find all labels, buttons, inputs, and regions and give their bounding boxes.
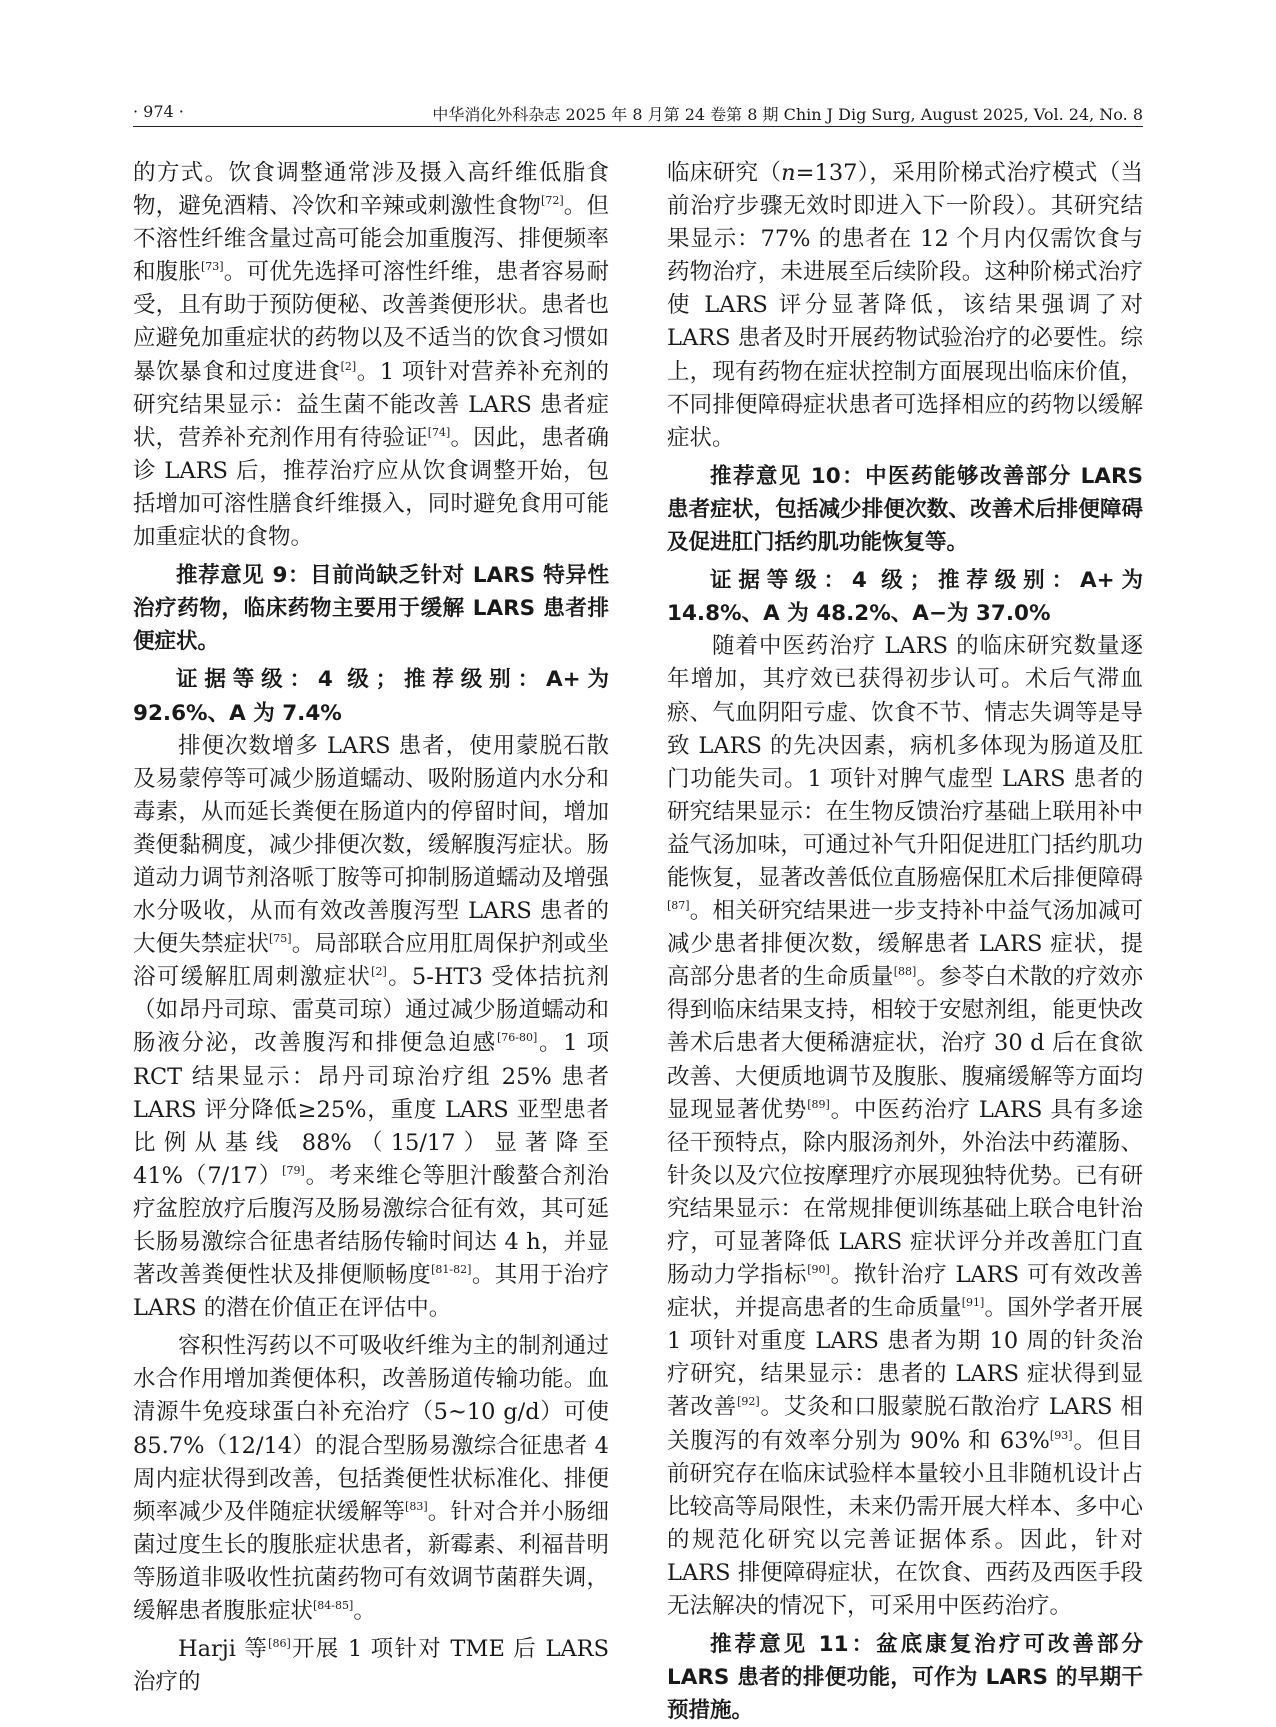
citation-ref[interactable]: [72] bbox=[541, 194, 564, 208]
paragraph-stepwise: 临床研究（n=137），采用阶梯式治疗模式（当前治疗步骤无效时即进入下一阶段）。其研究结果显示：77% 的患者在 12 个月内仅需饮食与药物治疗，未进展至后续阶段。这种阶梯式治疗使 LARS 评分显著降低，该结果强调了对 LARS 患者及时开展药物试验治疗的必要性。综上，现有药物在症状控制方面展现出临床价值，不同排便障碍症状患者可选择相应的药物以缓解症状。 bbox=[667, 160, 1143, 451]
citation-ref[interactable]: [92] bbox=[737, 1395, 760, 1409]
paragraph-drugs: 排便次数增多 LARS 患者，使用蒙脱石散及易蒙停等可减少肠道蠕动、吸附肠道内水分和毒素，从而延长粪便在肠道内的停留时间，增加粪便黏稠度，减少排便次数，缓解腹泻症状。肠道动力调节剂洛哌丁胺等可抑制肠道蠕动及增强水分吸收，从而有效改善腹泻型 LARS 患者的大便失禁症状[75]。局部联合应用肛周保护剂或坐浴可缓解肛周刺激症状[2]。5-HT3 受体拮抗剂（如昂丹司琼、雷莫司琼）通过减少肠道蠕动和肠液分泌，改善腹泻和排便急迫感[76-80]。1 项 RCT 结果显示：昂丹司琼治疗组 25% 患者 LARS 评分降低≥25%，重度 LARS 亚型患者比例从基线 88%（15/17）显著降至 41%（7/17）[79]。考来维仑等胆汁酸螯合剂治疗盆腔放疗后腹泻及肠易激综合征有效，其可延长肠易激综合征患者结肠传输时间达 4 h，并显著改善粪便性状及排便顺畅度[81-82]。其用于治疗 LARS 的潜在价值正在评估中。 bbox=[133, 732, 609, 1322]
evidence-level-9: 证据等级：4 级；推荐级别：A+为 92.6%、A 为 7.4% bbox=[133, 667, 609, 726]
citation-ref[interactable]: [91] bbox=[961, 1296, 985, 1310]
citation-ref[interactable]: [93] bbox=[1049, 1428, 1073, 1442]
evidence-level-10: 证据等级：4 级；推荐级别：A+为 14.8%、A 为 48.2%、A−为 37.0% bbox=[667, 568, 1143, 627]
citation-ref[interactable]: [84-85] bbox=[313, 1599, 354, 1613]
citation-ref[interactable]: [86] bbox=[268, 1637, 291, 1651]
recommendation-11: 推荐意见 11：盆底康复治疗可改善部分 LARS 患者的排便功能，可作为 LARS 的早期干预措施。 bbox=[667, 1632, 1143, 1724]
citation-ref[interactable]: [73] bbox=[201, 260, 224, 274]
citation-ref[interactable]: [81-82] bbox=[431, 1263, 472, 1277]
citation-ref[interactable]: [76-80] bbox=[496, 1031, 538, 1045]
running-header bbox=[133, 100, 1143, 127]
citation-ref[interactable]: [75] bbox=[269, 932, 292, 946]
paragraph-harji: Harji 等[86]开展 1 项针对 TME 后 LARS 治疗的 bbox=[133, 1636, 610, 1696]
citation-ref[interactable]: [89] bbox=[807, 1097, 830, 1111]
citation-ref[interactable]: [90] bbox=[807, 1263, 830, 1277]
right-column bbox=[667, 157, 1143, 1727]
page-number: · 974 · bbox=[133, 102, 184, 121]
paragraph-laxatives: 容积性泻药以不可吸收纤维为主的制剂通过水合作用增加粪便体积，改善肠道传输功能。血清源牛免疫球蛋白补充治疗（5~10 g/d）可使 85.7%（12/14）的混合型肠易激综合征患者 4 周内症状得到改善，包括粪便性状标准化、排便频率减少及伴随症状缓解等[83]。针对合并小肠细菌过度生长的腹胀症状患者，新霉素、利福昔明等肠道非吸收性抗菌药物可有效调节菌群失调，缓解患者腹胀症状[84-85]。 bbox=[133, 1333, 609, 1625]
journal-citation: 中华消化外科杂志 2025 年 8 月第 24 卷第 8 期 Chin J Dig Surg, August 2025, Vol. 24, No. 8 bbox=[432, 105, 1143, 124]
citation-ref[interactable]: [74] bbox=[427, 425, 451, 439]
paragraph-diet: 的方式。饮食调整通常涉及摄入高纤维低脂食物，避免酒精、冷饮和辛辣或刺激性食物[72]。但不溶性纤维含量过高可能会加重腹泻、排便频率和腹胀[73]。可优先选择可溶性纤维，患者容易耐受，且有助于预防便秘、改善粪便形状。患者也应避免加重症状的药物以及不适当的饮食习惯如暴饮暴食和过度进食[2]。1 项针对营养补充剂的研究结果显示：益生菌不能改善 LARS 患者症状，营养补充剂作用有待验证[74]。因此，患者确诊 LARS 后，推荐治疗应从饮食调整开始，包括增加可溶性膳食纤维摄入，同时避免食用可能加重症状的食物。 bbox=[133, 160, 609, 551]
left-column bbox=[133, 157, 609, 1699]
citation-ref[interactable]: [88] bbox=[893, 965, 917, 979]
recommendation-9: 推荐意见 9：目前尚缺乏针对 LARS 特异性治疗药物，临床药物主要用于缓解 LARS 患者排便症状。 bbox=[133, 563, 609, 655]
recommendation-10: 推荐意见 10：中医药能够改善部分 LARS 患者症状，包括减少排便次数、改善术后排便障碍及促进肛门括约肌功能恢复等。 bbox=[667, 463, 1143, 556]
citation-ref[interactable]: [79] bbox=[282, 1163, 305, 1177]
citation-ref[interactable]: [83] bbox=[405, 1499, 428, 1513]
citation-ref[interactable]: [2] bbox=[340, 359, 357, 373]
paragraph-tcm: 随着中医药治疗 LARS 的临床研究数量逐年增加，其疗效已获得初步认可。术后气滞血瘀、气血阴阳亏虚、饮食不节、情志失调等是导致 LARS 的先决因素，病机多体现为肠道及肛门功能失司。1 项针对脾气虚型 LARS 患者的研究结果显示：在生物反馈治疗基础上联用补中益气汤加味，可通过补气升阳促进肛门括约肌功能恢复，显著改善低位直肠癌保肛术后排便障碍[87]。相关研究结果进一步支持补中益气汤加减可减少患者排便次数，缓解患者 LARS 症状，提高部分患者的生命质量[88]。参苓白术散的疗效亦得到临床结果支持，相较于安慰剂组，能更快改善术后患者大便稀溏症状，治疗 30 d 后在食欲改善、大便质地调节及腹胀、腹痛缓解等方面均显现显著优势[89]。中医药治疗 LARS 具有多途径干预特点，除内服汤剂外，外治法中药灌肠、针灸以及穴位按摩理疗亦展现独特优势。已有研究结果显示：在常规排便训练基础上联合电针治疗，可显著降低 LARS 症状评分并改善肛门直肠动力学指标[90]。揿针治疗 LARS 可有效改善症状，并提高患者的生命质量[91]。国外学者开展 1 项针对重度 LARS 患者为期 10 周的针灸治疗研究，结果显示：患者的 LARS 症状得到显著改善[92]。艾灸和口服蒙脱石散治疗 LARS 相关腹泻的有效率分别为 90% 和 63%[93]。但目前研究存在临床试验样本量较小且非随机设计占比较高等局限性，未来仍需开展大样本、多中心的规范化研究以完善证据体系。因此，针对 LARS 排便障碍症状，在饮食、西药及西医手段无法解决的情况下，可采用中医药治疗。 bbox=[667, 633, 1143, 1620]
citation-ref[interactable]: [87] bbox=[667, 899, 690, 913]
citation-ref[interactable]: [2] bbox=[371, 965, 387, 979]
